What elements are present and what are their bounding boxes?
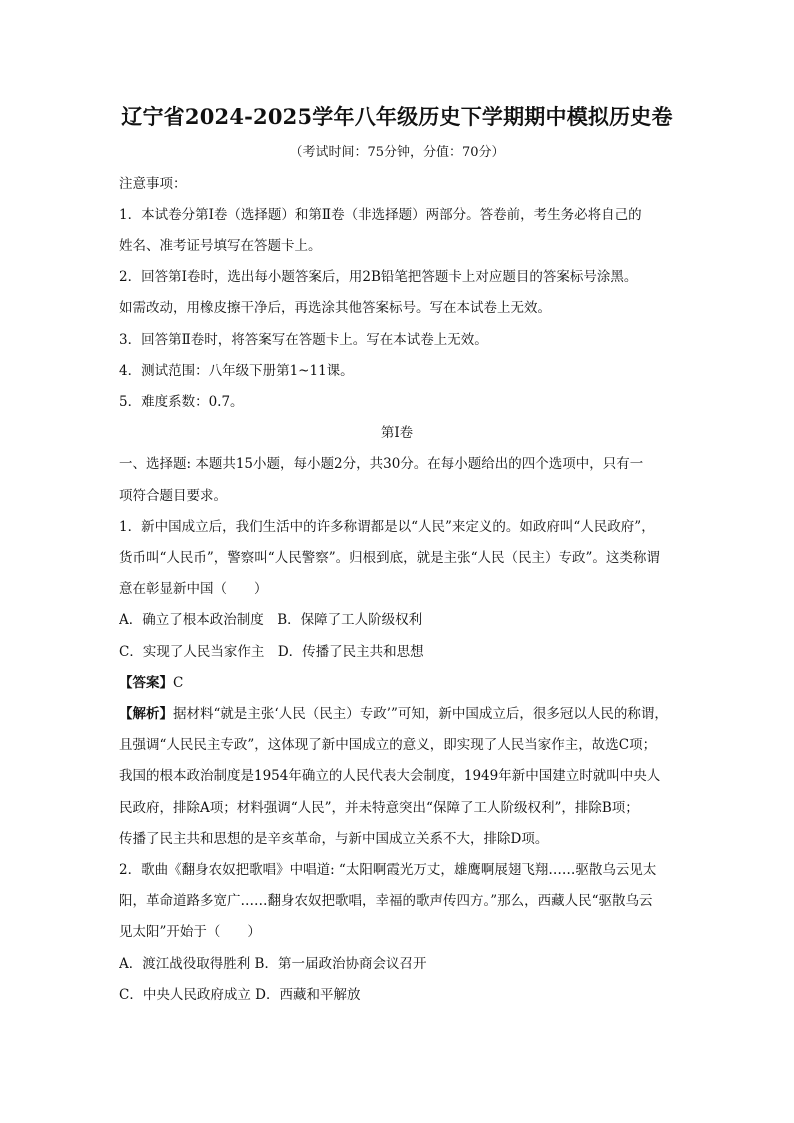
q2-option-line-2: C．中央人民政府成立 D．西藏和平解放 bbox=[119, 987, 361, 1003]
section-intro-line-1: 一、选择题: 本题共15小题，每小题2分，共30分。在每小题给出的四个选项中，只有一 bbox=[119, 456, 644, 472]
notes-line-6: 4．测试范围：八年级下册第1~11课。 bbox=[119, 363, 354, 379]
q1-stem-line-3: 意在彰显新中国（ ） bbox=[119, 581, 268, 597]
q1-answer bbox=[119, 671, 689, 695]
section-intro-line-2: 项符合题目要求。 bbox=[119, 488, 227, 504]
q2-option-line-1: A．渡江战役取得胜利 B．第一届政治协商会议召开 bbox=[119, 956, 427, 972]
q1-option-line-1: A．确立了根本政治制度 B．保障了工人阶级权利 bbox=[119, 612, 423, 628]
notes-line-4: 如需改动，用橡皮擦干净后，再选涂其他答案标号。写在本试卷上无效。 bbox=[119, 300, 551, 316]
q1-answer-value: C bbox=[173, 675, 184, 691]
q1-analysis-line-2: 且强调“人民民主专政”，这体现了新中国成立的意义，即实现了人民当家作主，故选C项； bbox=[119, 737, 657, 753]
q2-stem-line-3: 见太阳”开始于（ ） bbox=[119, 924, 261, 940]
notes-line-3: 2．回答第Ⅰ卷时，选出每小题答案后，用2B铅笔把答题卡上对应题目的答案标号涂黑。 bbox=[119, 269, 638, 285]
notes-line-1: 1．本试卷分第Ⅰ卷（选择题）和第Ⅱ卷（非选择题）两部分。答卷前，考生务必将自己的 bbox=[119, 207, 642, 223]
notes-line-7: 5．难度系数：0.7。 bbox=[119, 394, 244, 410]
q1-stem-line-1: 1．新中国成立后，我们生活中的许多称谓都是以“人民”来定义的。如政府叫“人民政府”， bbox=[119, 519, 655, 535]
q1-stem-line-2: 货币叫“人民币”，警察叫“人民警察”。归根到底，就是主张“人民（民主）专政”。这类称谓 bbox=[119, 550, 660, 566]
q1-analysis-line-1 bbox=[119, 702, 689, 726]
q1-analysis-line-4: 民政府，排除A项；材料强调“人民”，并未特意突出“保障了工人阶级权利”，排除B项； bbox=[119, 800, 639, 816]
q1-analysis-line-3: 我国的根本政治制度是1954年确立的人民代表大会制度，1949年新中国建立时就叫中央人 bbox=[119, 768, 661, 784]
notes-line-5: 3．回答第Ⅱ卷时，将答案写在答题卡上。写在本试卷上无效。 bbox=[119, 332, 488, 348]
exam-title: 辽宁省2024-2025学年八年级历史下学期期中模拟历史卷 bbox=[121, 104, 673, 129]
q1-analysis-text-1: 据材料“就是主张‘人民（民主）专政’”可知，新中国成立后，很多冠以人民的称谓， bbox=[173, 706, 668, 722]
section-title: 第Ⅰ卷 bbox=[380, 425, 414, 441]
q1-option-line-2: C．实现了人民当家作主 D．传播了民主共和思想 bbox=[119, 644, 424, 660]
q1-analysis-label: 【解析】 bbox=[119, 706, 173, 722]
exam-subtitle: （考试时间：75分钟，分值：70分） bbox=[289, 145, 505, 160]
q1-analysis-line-5: 传播了民主共和思想的是辛亥革命，与新中国成立关系不大，排除D项。 bbox=[119, 831, 549, 847]
q2-stem-line-1: 2．歌曲《翻身农奴把歌唱》中唱道: “太阳啊霞光万丈，雄鹰啊展翅飞翔……驱散乌云见太 bbox=[119, 862, 657, 878]
notes-heading: 注意事项： bbox=[119, 176, 187, 192]
q1-answer-label: 【答案】 bbox=[119, 675, 173, 691]
notes-line-2: 姓名、准考证号填写在答题卡上。 bbox=[119, 238, 322, 254]
q2-stem-line-2: 阳，革命道路多宽广……翻身农奴把歌唱，幸福的歌声传四方。”那么，西藏人民“驱散乌云 bbox=[119, 893, 653, 909]
